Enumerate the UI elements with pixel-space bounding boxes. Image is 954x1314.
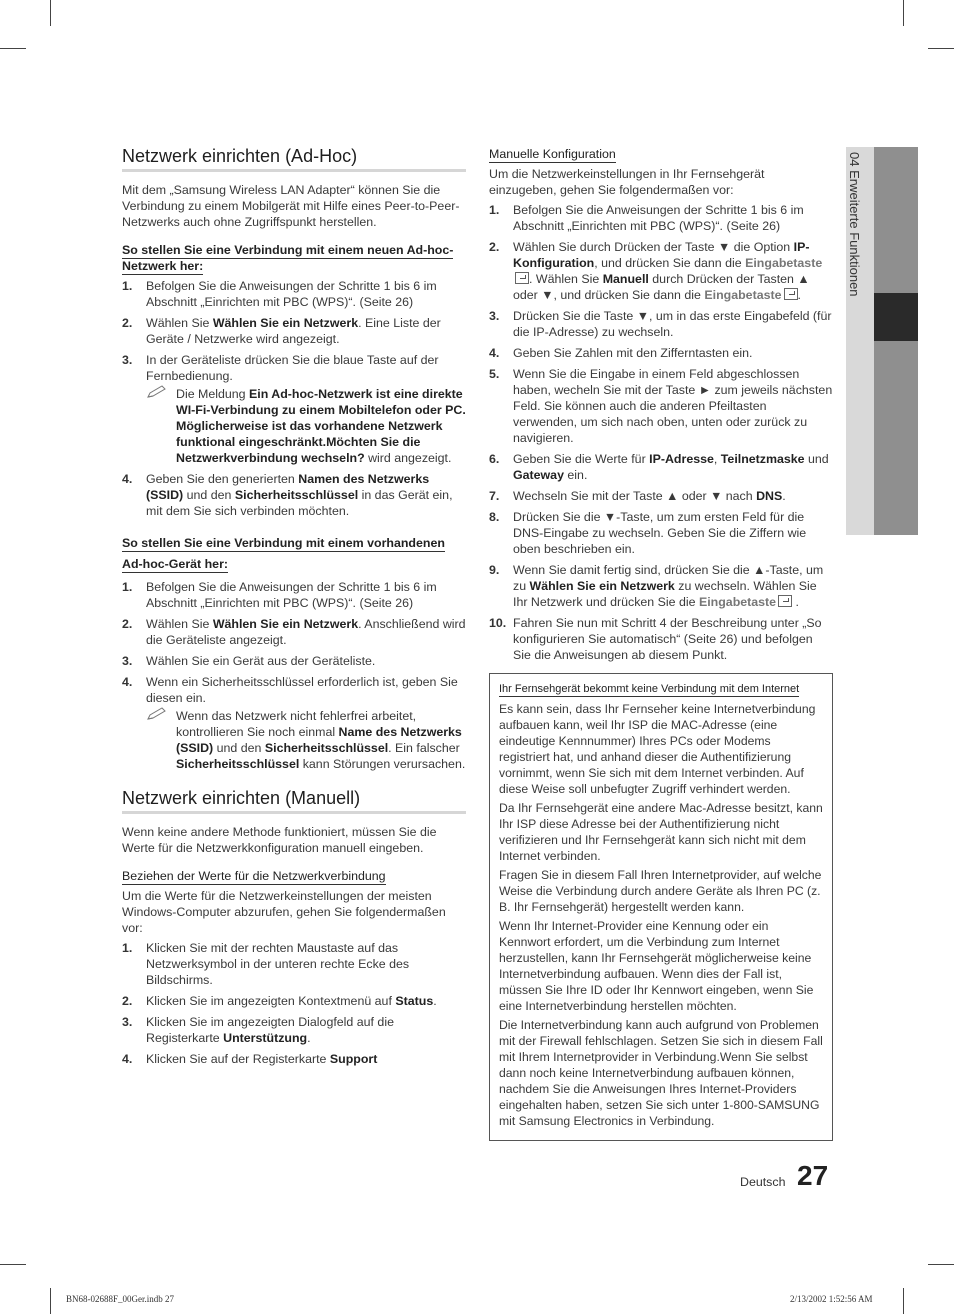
list-item: 1. Klicken Sie mit der rechten Maustaste auf das Netzwerksymbol in der unteren rechte Ecke des Bildschirms. [122,941,410,987]
list-item: 1. Befolgen Sie die Anweisungen der Schritte 1 bis 6 im Abschnitt „Einrichten mit PBC (WPS)“. (Seite 26) [122,279,437,309]
enter-key-icon [784,288,798,300]
list-item: 8. Drücken Sie die ▼-Taste, um zum ersten Feld für die DNS-Eingabe zu wechseln. Geben Sie die Ziffern wie oben beschrieben ein. [489,510,807,556]
manual-intro: Wenn keine andere Methode funktioniert, müssen Sie die Werte für die Netzwerkkonfiguration manuell eingeben. [122,825,437,855]
crop-mark [0,48,26,49]
chapter-tab-bar [874,147,918,293]
list-item: 4. Geben Sie den generierten Namen des Netzwerks (SSID) und den Sicherheitsschlüssel in das Gerät ein, mit dem Sie sich verbinden möchten. [122,472,453,518]
box-paragraph: Die Internetverbindung kann auch aufgrund von Problemen mit der Firewall fehlschlagen. Setzen Sie sich in diesem Fall mit Ihrem Internetprovider in Verbindung.Wenn Sie selbst dann noch keine Internetverbindung aufbauen können, nachdem Sie die Anweisungen Ihres Internet-Providers eingehalten haben, setzen Sie sich unter 1-800-SAMSUNG mit Samsung Electronics in Verbindung. [499,1018,823,1128]
footer-language: Deutsch [740,1175,786,1189]
section-title-manual: Netzwerk einrichten (Manuell) [122,786,466,814]
list-item: 3. Wählen Sie ein Gerät aus der Geräteliste. [122,654,376,668]
list-item: 4. Geben Sie Zahlen mit den Zifferntasten ein. [489,346,753,360]
pencil-note-icon [146,706,168,722]
list-item: 1. Befolgen Sie die Anweisungen der Schritte 1 bis 6 im Abschnitt „Einrichten mit PBC (WPS)“. (Seite 26) [489,203,804,233]
list-item: 2. Wählen Sie Wählen Sie ein Netzwerk. Anschließend wird die Geräteliste angezeigt. [122,617,466,647]
manual-config-subheading: Manuelle Konfiguration [489,147,616,161]
left-column [122,144,466,1072]
manual-config-steps [489,202,833,663]
chapter-tab-bar-lower [874,341,918,535]
adhoc-new-steps [122,278,466,519]
enter-key-icon [778,595,792,607]
manual-subheading: Beziehen der Werte für die Netzwerkverbindung [122,869,386,883]
crop-mark [903,1288,904,1314]
list-item: 3. Drücken Sie die Taste ▼, um in das erste Eingabefeld (für die IP-Adresse) zu wechseln. [489,309,832,339]
crop-mark [0,1264,26,1265]
note: Die Meldung Ein Ad-hoc-Netzwerk ist eine direkte WI-Fi-Verbindung zu einem Mobiltelefon oder PC. Möglicherweise ist das vorhandene Netzwerk funktional eingeschränkt.Möchten Sie die Netzwerkverbindung wechseln? wird angezeigt. [146,386,466,466]
list-item: 9. Wenn Sie damit fertig sind, drücken Sie die ▲-Taste, um zu Wählen Sie ein Netzwerk zu wechseln. Wählen Sie Ihr Netzwerk und drücken Sie die Eingabetaste . [489,563,824,609]
crop-mark [903,0,904,26]
chapter-tab-marker [874,293,918,341]
adhoc-subheading-existing: So stellen Sie eine Verbindung mit einem vorhandenen Ad-hoc-Gerät her: [122,536,445,571]
crop-mark [50,0,51,26]
pencil-note-icon [146,384,168,400]
page-number: 27 [797,1160,829,1191]
list-item: 1. Befolgen Sie die Anweisungen der Schritte 1 bis 6 im Abschnitt „Einrichten mit PBC (WPS)“. (Seite 26) [122,580,437,610]
adhoc-existing-steps [122,579,466,772]
list-item: 7. Wechseln Sie mit der Taste ▲ oder ▼ nach DNS. [489,489,786,503]
list-item: 2. Klicken Sie im angezeigten Kontextmenü auf Status. [122,994,437,1008]
list-item: 4. Klicken Sie auf der Registerkarte Support [122,1052,378,1066]
box-paragraph: Es kann sein, dass Ihr Fernseher keine Internetverbindung aufbauen kann, weil Ihr ISP die MAC-Adresse (eine eindeutige Kennnummer) Ihres PCs oder Modems registriert hat, und anhand dieser die Authentifizierung vornimmt, wenn Sie sich mit dem Internet verbinden. Auf diese Weise soll unbefugter Zugriff verhindert werden. [499,702,816,796]
box-paragraph: Wenn Ihr Internet-Provider eine Kennung oder ein Kennwort erfordert, um die Verbindung zum Internet herzustellen, kann Ihr Fernsehgerät möglicherweise keine Internetverbindung aufbauen. Wenn dies der Fall ist, müssen Sie Ihre ID oder Ihr Kennwort eingeben, wenn Sie eine Internetverbindung herstellen möchten. [499,919,814,1013]
crop-mark [928,1264,954,1265]
list-item: 5. Wenn Sie die Eingabe in einem Feld abgeschlossen haben, wecheln Sie mit der Taste ► zum jeweils nächsten Feld. Sie können auch die anderen Pfeiltasten verwenden, um sich nach oben, unten oder zurück zu navigieren. [489,367,833,445]
crop-mark [50,1288,51,1314]
manual-steps [122,940,466,1067]
list-item: 4. Wenn ein Sicherheitsschlüssel erforderlich ist, geben Sie diesen ein. Wenn das Netzwerk nicht fehlerfrei arbeitet, kontrollieren Sie noch einmal Name des Netzwerks (SSID) und den Sicherheitsschlüssel. Ein falscher Sicherheitsschlüssel kann Störungen verursachen. [122,675,466,771]
box-title: Ihr Fernsehgerät bekommt keine Verbindung mit dem Internet [499,683,800,695]
print-file-info: BN68-02688F_00Ger.indb 27 [66,1294,174,1304]
enter-key-icon [515,272,529,284]
box-paragraph: Da Ihr Fernsehgerät eine andere Mac-Adresse besitzt, kann Ihr ISP diese Adresse bei der Authentifizierung nicht verifizieren und Ihr Fernsehgerät kann sich nicht mit dem Internet verbinden. [499,801,823,863]
box-paragraph: Fragen Sie in diesem Fall Ihren Internetprovider, auf welche Weise die Verbindung durch andere Geräte als Ihren PC (z. B. Ihr Fernsehgerät) hergestellt werden kann. [499,868,822,914]
print-timestamp: 2/13/2002 1:52:56 AM [790,1294,873,1304]
list-item: 10. Fahren Sie nun mit Schritt 4 der Beschreibung unter „So konfigurieren Sie automatisch“ (Seite 26) und befolgen Sie die Anweisungen ab diesem Punkt. [489,616,822,662]
chapter-label: 04 Erweiterte Funktionen [847,152,862,297]
manual-config-intro: Um die Netzwerkeinstellungen in Ihr Fernsehgerät einzugeben, gehen Sie folgendermaßen vor: [489,167,765,197]
crop-mark [928,48,954,49]
list-item: 3. Klicken Sie im angezeigten Dialogfeld auf die Registerkarte Unterstützung. [122,1015,394,1045]
adhoc-intro: Mit dem „Samsung Wireless LAN Adapter“ können Sie die Verbindung zu einem Mobilgerät mit Hilfe eines Peer-to-Peer-Netzwerks auch ohne Zugriffspunkt herstellen. [122,183,460,229]
list-item: 3. In der Geräteliste drücken Sie die blaue Taste auf der Fernbedienung. Die Meldung Ein Ad-hoc-Netzwerk ist eine direkte WI-Fi-Verbindung zu einem Mobiltelefon oder PC. Möglicherweise ist das vorhandene Netzwerk funktional eingeschränkt.Möchten Sie die Netzwerkverbindung wechseln? wird angezeigt. [122,353,466,465]
right-column [489,144,833,1141]
adhoc-subheading-new: So stellen Sie eine Verbindung mit einem neuen Ad-hoc- Netzwerk her: [122,243,454,273]
list-item: 2. Wählen Sie durch Drücken der Taste ▼ die Option IP-Konfiguration, und drücken Sie dann die Eingabetaste. Wählen Sie Manuell durch Drücken der Tasten ▲ oder ▼, und drücken Sie dann die Eingabetaste . [489,240,823,302]
note: Wenn das Netzwerk nicht fehlerfrei arbeitet, kontrollieren Sie noch einmal Name des Netzwerks (SSID) und den Sicherheitsschlüssel. Ein falscher Sicherheitsschlüssel kann Störungen verursachen. [146,708,466,772]
section-title-adhoc: Netzwerk einrichten (Ad-Hoc) [122,144,466,172]
list-item: 6. Geben Sie die Werte für IP-Adresse, Teilnetzmaske und Gateway ein. [489,452,829,482]
troubleshooting-box [489,673,833,1141]
list-item: 2. Wählen Sie Wählen Sie ein Netzwerk. Eine Liste der Geräte / Netzwerke wird angezeigt. [122,316,441,346]
manual-subintro: Um die Werte für die Netzwerkeinstellungen der meisten Windows-Computer abzurufen, gehen Sie folgendermaßen vor: [122,889,446,935]
